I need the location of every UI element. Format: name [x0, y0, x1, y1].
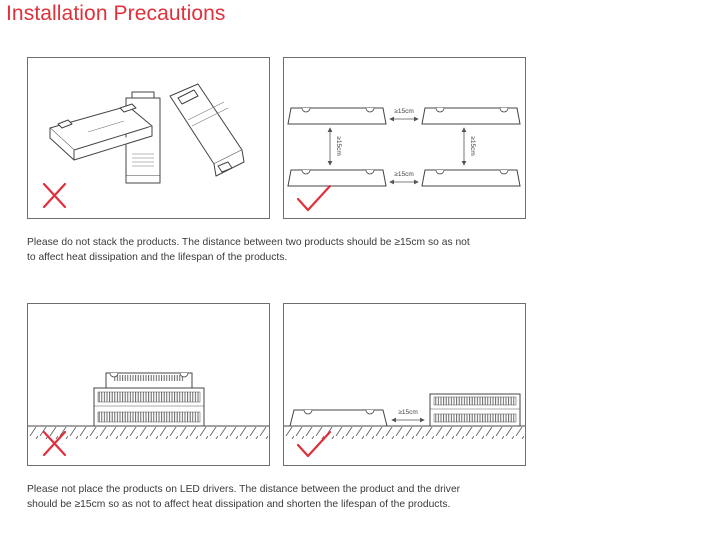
caption-driver-line-2: should be ≥15cm so as not to affect heat dissipation and shorten the lifespan of the products.: [27, 499, 451, 510]
gap-label-top: ≥15cm: [394, 108, 414, 115]
panel-spaced-products-right: [283, 57, 526, 219]
caption-driver-line-1: Please not place the products on LED drivers. The distance between the product and the driver: [27, 484, 461, 495]
caption-stacking-line-1: Please do not stack the products. The distance between two products should be ≥15cm so as not: [27, 237, 470, 248]
caption-stacking-line-2: to affect heat dissipation and the lifespan of the products.: [27, 252, 288, 263]
panel-product-on-driver-wrong: [27, 303, 270, 466]
check-icon: [298, 186, 330, 210]
stacked-products-illustration: [28, 58, 269, 218]
caption-driver-spacing: [27, 482, 460, 512]
gap-label-vertical-right: ≥15cm: [469, 136, 476, 156]
cross-icon: [44, 184, 65, 207]
panel-product-beside-driver-right: [283, 303, 526, 466]
product-beside-driver-illustration: [284, 304, 525, 465]
gap-label-bottom: ≥15cm: [394, 171, 414, 178]
page-title: Installation Precautions: [6, 2, 226, 25]
gap-label-vertical-left: ≥15cm: [335, 136, 342, 156]
product-on-driver-illustration: [28, 304, 269, 465]
spaced-products-illustration: [284, 58, 525, 218]
caption-stacking: [27, 235, 470, 265]
panel-stacked-products-wrong: [27, 57, 270, 219]
gap-label: ≥15cm: [398, 409, 418, 416]
